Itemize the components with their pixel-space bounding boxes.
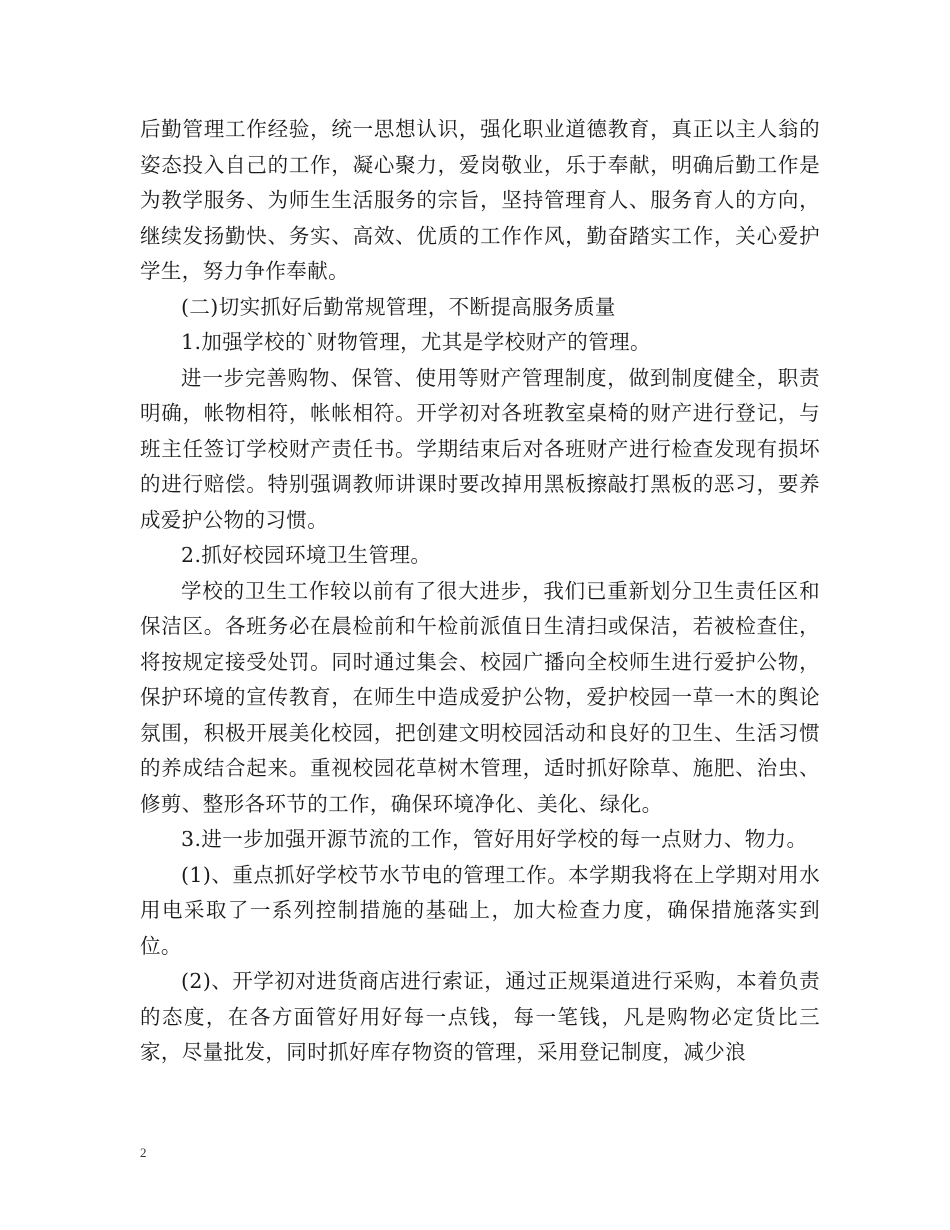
section-heading: (二)切实抓好后勤常规管理，不断提高服务质量 — [181, 294, 616, 319]
sub-item-1: (1)、重点抓好学校节水节电的管理工作。本学期我将在上学期对用水用电采取了一系列控制措施的基础上，加大检查力度，确保措施落实到位。 — [140, 862, 820, 958]
paragraph: 进一步完善购物、保管、使用等财产管理制度，做到制度健全，职责明确，帐物相符，帐帐相符。开学初对各班教室桌椅的财产进行登记，与班主任签订学校财产责任书。学期结束后对各班财产进行检查发现有损坏的进行赔偿。特别强调教师讲课时要改掉用黑板擦敲打黑板的恶习，要养成爱护公物的习惯。 — [140, 365, 820, 532]
item-heading-3: 3.进一步加强开源节流的工作，管好用好学校的每一点财力、物力。 — [181, 827, 808, 851]
item-heading-1: 1.加强学校的`财物管理，尤其是学校财产的管理。 — [181, 330, 651, 354]
paragraph-continued: 后勤管理工作经验，统一思想认识，强化职业道德教育，真正以主人翁的姿态投入自己的工作，凝心聚力，爱岗敬业，乐于奉献，明确后勤工作是为教学服务、为师生生活服务的宗旨，坚持管理育人、服务育人的方向，继续发扬勤快、务实、高效、优质的工作作风，勤奋踏实工作，关心爱护学生，努力争作奉献。 — [140, 117, 820, 283]
page-number: 2 — [140, 1145, 147, 1160]
document-body — [140, 112, 820, 1071]
sub-item-2: (2)、开学初对进货商店进行索证，通过正规渠道进行采购，本着负责的态度，在各方面管好用好每一点钱，每一笔钱，凡是购物必定货比三家，尽量批发，同时抓好库存物资的管理，采用登记制度，减少浪 — [140, 969, 820, 1064]
item-heading-2: 2.抓好校园环境卫生管理。 — [181, 543, 432, 567]
paragraph: 学校的卫生工作较以前有了很大进步，我们已重新划分卫生责任区和保洁区。各班务必在晨检前和午检前派值日生清扫或保洁，若被检查住，将按规定接受处罚。同时通过集会、校园广播向全校师生进行爱护公物，保护环境的宣传教育，在师生中造成爱护公物，爱护校园一草一木的舆论氛围，积极开展美化校园，把创建文明校园活动和良好的卫生、生活习惯的养成结合起来。重视校园花草树木管理，适时抓好除草、施肥、治虫、修剪、整形各环节的工作，确保环境净化、美化、绿化。 — [140, 578, 820, 816]
